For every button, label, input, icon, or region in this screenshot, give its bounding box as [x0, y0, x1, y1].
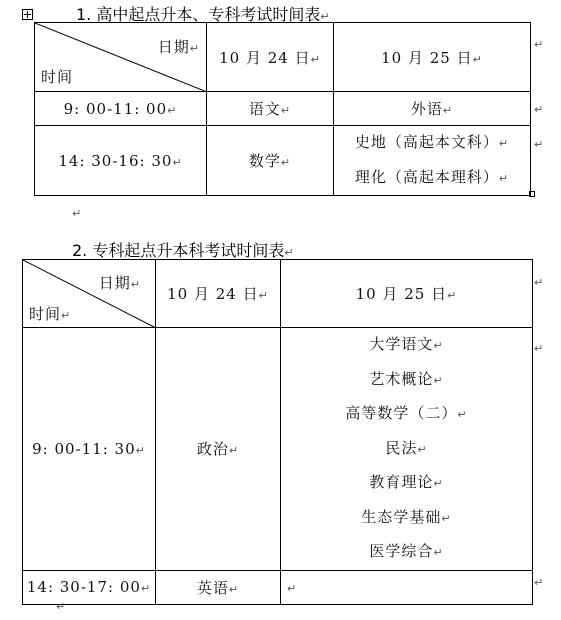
subject-line: 高等数学（二）↵: [345, 404, 468, 422]
header-diagonal-cell: [35, 23, 207, 92]
subject-line: 艺术概论↵: [369, 369, 444, 388]
subject-cell-day1: 政治↵: [156, 328, 281, 571]
column-header-day1: 10 月 24 日↵: [207, 23, 334, 92]
time-cell: 9: 00-11: 00↵: [35, 92, 207, 126]
subject-cell-day2: [334, 126, 531, 196]
time-cell: 14: 30-17: 00↵: [23, 570, 156, 604]
subject-cell-day2: [281, 328, 533, 571]
empty-paragraph-mark: ↵: [56, 600, 66, 613]
row-end-mark: ↵: [534, 576, 544, 589]
table-row: [35, 126, 531, 196]
header-diagonal-cell: [23, 260, 156, 328]
row-end-mark: ↵: [534, 38, 544, 51]
corner-date-label: 日期↵: [98, 274, 141, 292]
row-end-mark: ↵: [534, 276, 544, 289]
column-header-day1: 10 月 24 日↵: [156, 260, 281, 328]
empty-paragraph-mark: ↵: [72, 207, 82, 220]
subject-line: 生态学基础↵: [361, 507, 452, 526]
subject-line: 民法↵: [385, 438, 428, 457]
corner-time-label: 时间: [41, 68, 74, 86]
row-end-mark: ↵: [534, 103, 544, 116]
subject-cell-day1: 英语↵: [156, 570, 281, 604]
table-header-row: [23, 260, 533, 328]
column-header-day2: 10 月 25 日↵: [281, 260, 533, 328]
subject-line: 理化（高起本理科）↵: [354, 167, 510, 186]
subject-line: 大学语文↵: [369, 335, 444, 353]
row-end-mark: ↵: [534, 138, 544, 151]
section2-title: 2. 专科起点升本科考试时间表↵: [72, 241, 294, 260]
table-header-row: [35, 23, 531, 92]
table-row: [35, 92, 531, 126]
corner-date-label: 日期↵: [157, 38, 200, 56]
subject-line: 医学综合↵: [369, 542, 444, 560]
subject-line: 史地（高起本文科）↵: [354, 133, 510, 151]
subject-line: 教育理论↵: [369, 473, 444, 491]
table-row: [23, 570, 533, 604]
subject-cell-day1: 数学↵: [207, 126, 334, 196]
subject-cell-day2: 外语↵: [334, 92, 531, 126]
table-move-handle[interactable]: [22, 9, 33, 20]
subject-cell-day1: 语文↵: [207, 92, 334, 126]
column-header-day2: 10 月 25 日↵: [334, 23, 531, 92]
time-cell: 9: 00-11: 30↵: [23, 328, 156, 571]
table-row: [23, 328, 533, 571]
corner-time-label: 时间↵: [29, 305, 72, 323]
time-cell: 14: 30-16: 30↵: [35, 126, 207, 196]
row-end-mark: ↵: [534, 342, 544, 355]
subject-cell-day2: ↵: [281, 570, 533, 604]
schedule-table-1: [34, 22, 531, 196]
schedule-table-2: [22, 259, 533, 605]
section1-title: 1. 高中起点升本、专科考试时间表↵: [76, 5, 330, 24]
